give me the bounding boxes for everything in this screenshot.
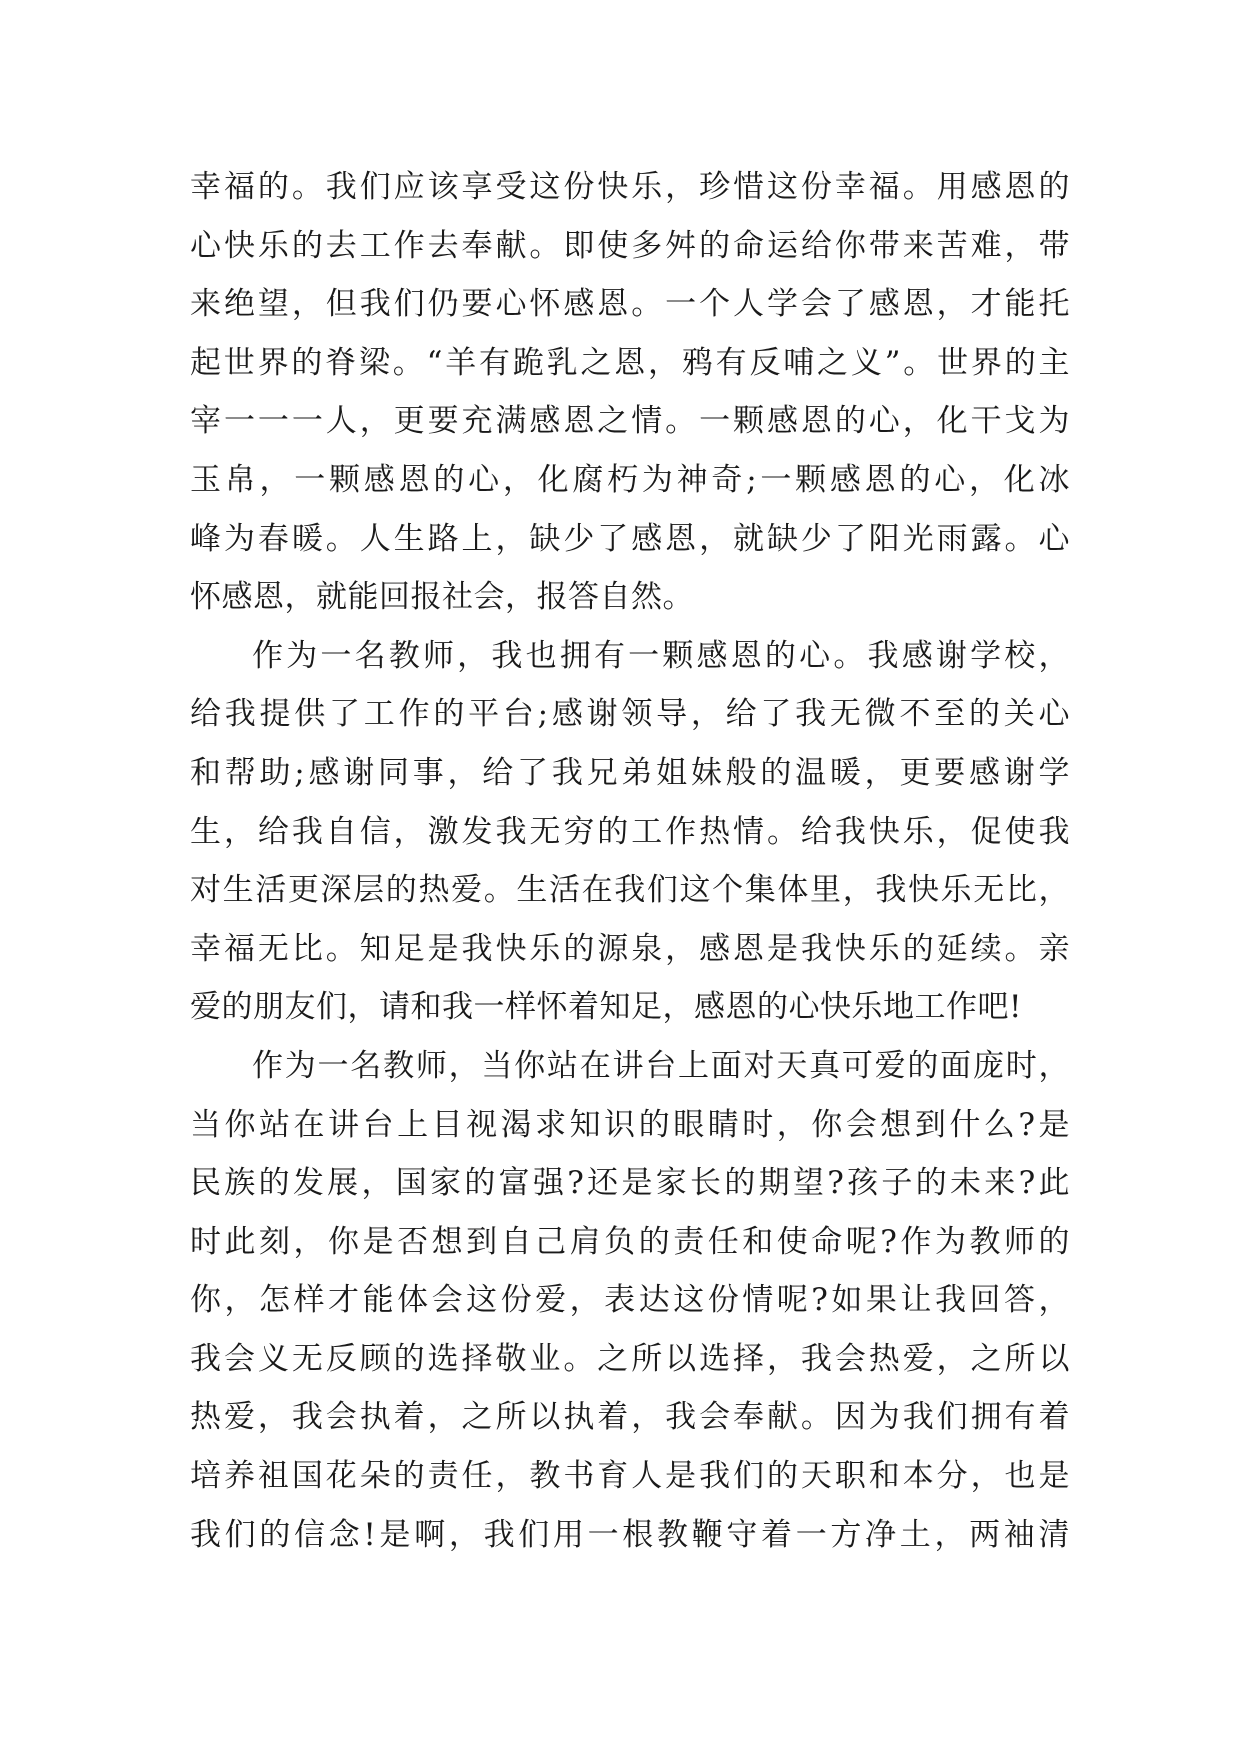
text-line: 给我提供了工作的平台;感谢领导，给了我无微不至的关心 (190, 696, 1070, 733)
text-line: 生，给我自信，激发我无穷的工作热情。给我快乐，促使我 (190, 813, 1070, 850)
text-line: 作为一名教师，当你站在讲台上面对天真可爱的面庞时， (252, 1047, 1070, 1084)
body-text (190, 158, 1070, 1564)
text-line: 爱的朋友们，请和我一样怀着知足，感恩的心快乐地工作吧! (190, 989, 1022, 1026)
text-line: 对生活更深层的热爱。生活在我们这个集体里，我快乐无比， (190, 872, 1070, 909)
text-line: 峰为春暖。人生路上，缺少了感恩，就缺少了阳光雨露。心 (190, 520, 1070, 557)
text-line: 我们的信念!是啊，我们用一根教鞭守着一方净土，两袖清 (190, 1516, 1070, 1553)
text-line: 玉帛，一颗感恩的心，化腐朽为神奇;一颗感恩的心，化冰 (190, 461, 1070, 498)
text-line: 和帮助;感谢同事，给了我兄弟姐妹般的温暖，更要感谢学 (190, 754, 1070, 791)
text-line: 你，怎样才能体会这份爱，表达这份情呢?如果让我回答， (190, 1282, 1070, 1319)
text-line: 作为一名教师，我也拥有一颗感恩的心。我感谢学校， (252, 637, 1070, 674)
text-line: 怀感恩，就能回报社会，报答自然。 (190, 579, 694, 616)
text-line: 当你站在讲台上目视渴求知识的眼睛时，你会想到什么?是 (190, 1106, 1070, 1143)
text-line: 起世界的脊梁。“羊有跪乳之恩，鸦有反哺之义”。世界的主 (190, 344, 1070, 381)
text-line: 我会义无反顾的选择敬业。之所以选择，我会热爱，之所以 (190, 1340, 1070, 1377)
text-line: 民族的发展，国家的富强?还是家长的期望?孩子的未来?此 (190, 1165, 1070, 1202)
text-line: 宰一一一人，更要充满感恩之情。一颗感恩的心，化干戈为 (190, 403, 1070, 440)
text-line: 幸福的。我们应该享受这份快乐，珍惜这份幸福。用感恩的 (190, 169, 1070, 205)
text-line: 培养祖国花朵的责任，教书育人是我们的天职和本分，也是 (190, 1458, 1070, 1495)
text-line: 时此刻，你是否想到自己肩负的责任和使命呢?作为教师的 (190, 1223, 1070, 1260)
text-line: 幸福无比。知足是我快乐的源泉，感恩是我快乐的延续。亲 (190, 930, 1070, 967)
text-line: 心快乐的去工作去奉献。即使多舛的命运给你带来苦难，带 (190, 227, 1070, 264)
text-line: 来绝望，但我们仍要心怀感恩。一个人学会了感恩，才能托 (190, 286, 1070, 323)
text-line: 热爱，我会执着，之所以执着，我会奉献。因为我们拥有着 (190, 1399, 1070, 1436)
